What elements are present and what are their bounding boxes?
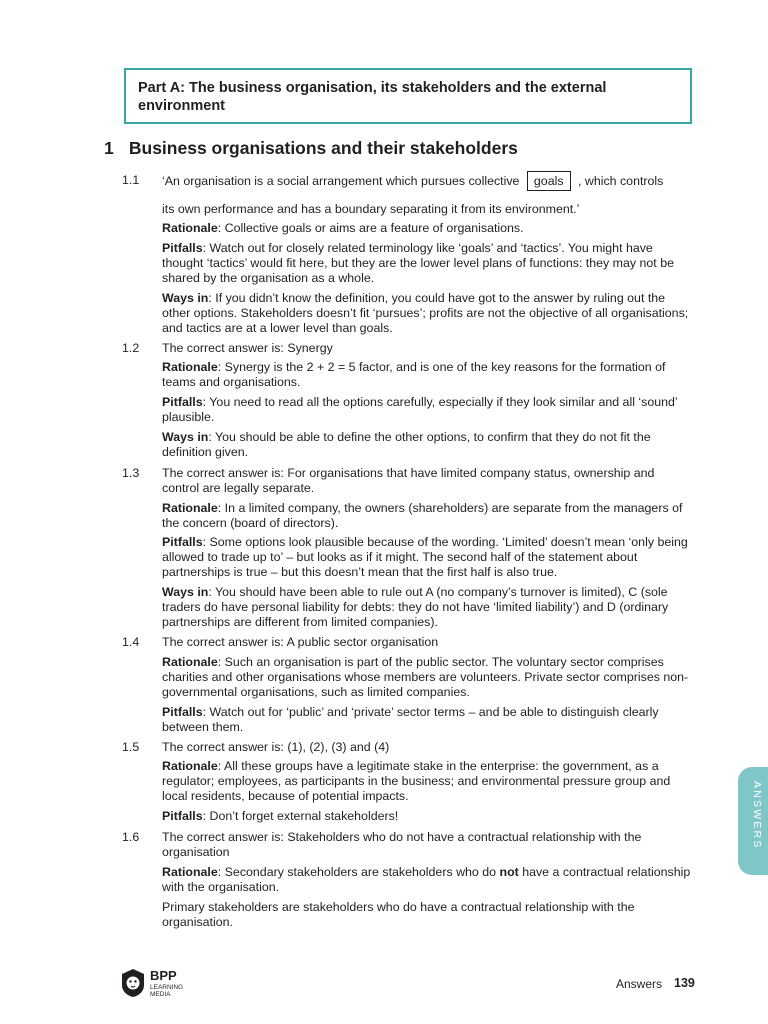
question-stem bbox=[162, 171, 694, 191]
stem-end: , which controls bbox=[577, 174, 664, 188]
correct-answer: The correct answer is: (1), (2), (3) and (4) bbox=[162, 740, 390, 754]
footer-section-label: Answers bbox=[616, 977, 663, 991]
section-heading bbox=[104, 138, 518, 159]
section-number: 1 bbox=[104, 138, 114, 158]
question-stem-continued: its own performance and has a boundary separating it from its environment.’ bbox=[162, 202, 580, 216]
pitfalls-paragraph bbox=[162, 395, 694, 425]
rationale-label: Rationale bbox=[162, 501, 218, 515]
ways-in-paragraph bbox=[162, 585, 694, 630]
logo-name: BPP bbox=[150, 968, 177, 983]
correct-answer: The correct answer is: Stakeholders who do not have a contractual relationship with the organisation bbox=[162, 830, 642, 859]
pitfalls-text: : Watch out for ‘public’ and ‘private’ sector terms – and be able to distinguish clearly between them. bbox=[162, 705, 659, 734]
rationale-text: : In a limited company, the owners (shareholders) are separate from the managers of the concern (board of directors). bbox=[162, 501, 683, 530]
pitfalls-paragraph bbox=[162, 241, 694, 286]
pitfalls-paragraph bbox=[162, 535, 694, 580]
bpp-logo bbox=[120, 968, 200, 1004]
lion-logo-icon bbox=[120, 968, 146, 998]
pitfalls-text: : Some options look plausible because of the wording. ‘Limited’ doesn’t mean ‘only being allowed to trade up to’ – but looks as if it might. The second half of the statement about partnerships is true – but this doesn’t mean that the first half is also true. bbox=[162, 535, 688, 579]
pitfalls-label: Pitfalls bbox=[162, 705, 203, 719]
correct-answer: The correct answer is: A public sector organisation bbox=[162, 635, 439, 649]
rationale-text: : Synergy is the 2 + 2 = 5 factor, and is one of the key reasons for the formation of teams and organisations. bbox=[162, 360, 666, 389]
rationale-paragraph bbox=[162, 360, 694, 390]
pitfalls-text: : Watch out for closely related terminology like ‘goals’ and ‘tactics’. You might have thought ‘tactics’ would fit here, but they are the lower level plans of functions: they may not be shared by the organisation as a whole. bbox=[162, 241, 674, 285]
pitfalls-label: Pitfalls bbox=[162, 535, 203, 549]
ways-in-paragraph bbox=[162, 430, 694, 460]
logo-subtitle-line-1: LEARNING bbox=[150, 984, 184, 991]
primary-stakeholders-note: Primary stakeholders are stakeholders who do have a contractual relationship with the organisation. bbox=[162, 900, 635, 929]
question-number: 1.6 bbox=[122, 830, 140, 844]
pitfalls-label: Pitfalls bbox=[162, 241, 203, 255]
pitfalls-label: Pitfalls bbox=[162, 395, 203, 409]
rationale-paragraph bbox=[162, 865, 694, 895]
pitfalls-text: : You need to read all the options carefully, especially if they look similar and all ‘sound’ plausible. bbox=[162, 395, 678, 424]
pitfalls-text: : Don’t forget external stakeholders! bbox=[202, 809, 399, 823]
rationale-text-end: have a contractual relationship with the organisation. bbox=[162, 865, 691, 894]
answers-tab-label: ANSWERS bbox=[751, 781, 763, 850]
ways-in-text: : You should be able to define the other options, to confirm that they do not fit the definition given. bbox=[162, 430, 651, 459]
ways-in-paragraph bbox=[162, 291, 694, 336]
pitfalls-label: Pitfalls bbox=[162, 809, 203, 823]
part-title: Part A: The business organisation, its stakeholders and the external environment bbox=[138, 80, 607, 114]
logo-subtitle-line-2: MEDIA bbox=[150, 991, 171, 998]
rationale-paragraph bbox=[162, 759, 694, 804]
question-number: 1.1 bbox=[122, 173, 140, 187]
question-number: 1.3 bbox=[122, 466, 140, 480]
rationale-text: : All these groups have a legitimate stake in the enterprise: the government, as a regulator; employees, as participants in the business; and environmental pressure group and local residents, because of potential impacts. bbox=[162, 759, 671, 803]
rationale-label: Rationale bbox=[162, 655, 218, 669]
pitfalls-paragraph bbox=[162, 809, 694, 824]
rationale-paragraph bbox=[162, 221, 694, 236]
question-number: 1.2 bbox=[122, 341, 140, 355]
ways-in-label: Ways in bbox=[162, 585, 209, 599]
pitfalls-paragraph bbox=[162, 705, 694, 735]
rationale-paragraph bbox=[162, 655, 694, 700]
question-number: 1.5 bbox=[122, 740, 140, 754]
section-title: Business organisations and their stakeholders bbox=[128, 138, 518, 158]
ways-in-text: : If you didn’t know the definition, you could have got to the answer by ruling out the other options. Stakeholders doesn’t fit ‘pursues’; profits are not the objective of all organisations; and tactics are at a lower level than goals. bbox=[162, 291, 689, 335]
rationale-label: Rationale bbox=[162, 759, 218, 773]
page-number: 139 bbox=[674, 976, 695, 990]
ways-in-label: Ways in bbox=[162, 430, 209, 444]
correct-answer: The correct answer is: Synergy bbox=[162, 341, 333, 355]
rationale-emphasis: not bbox=[499, 865, 519, 879]
answer-blank-box: goals bbox=[527, 171, 571, 191]
correct-answer: The correct answer is: For organisations that have limited company status, ownership and control are legally separate. bbox=[162, 466, 655, 495]
stem-start: ‘An organisation is a social arrangement which pursues collective bbox=[162, 174, 520, 188]
logo-subtitle bbox=[150, 984, 183, 998]
answers-side-tab bbox=[738, 767, 768, 875]
rationale-label: Rationale bbox=[162, 221, 218, 235]
ways-in-label: Ways in bbox=[162, 291, 209, 305]
rationale-paragraph bbox=[162, 501, 694, 531]
ways-in-text: : You should have been able to rule out A (no company’s turnover is limited), C (sole traders do have personal liability for debts: they do not have ‘limited liability’) and D (ordinary partnerships are different from limited companies). bbox=[162, 585, 669, 629]
rationale-text: : Such an organisation is part of the public sector. The voluntary sector comprises charities and other organisations whose members are volunteers. Private sector comprises non-governmental organisations, such as limited companies. bbox=[162, 655, 689, 699]
question-number: 1.4 bbox=[122, 635, 140, 649]
rationale-text-start: : Secondary stakeholders are stakeholders who do bbox=[217, 865, 500, 879]
part-heading-box bbox=[124, 68, 692, 124]
rationale-text: : Collective goals or aims are a feature of organisations. bbox=[217, 221, 524, 235]
rationale-label: Rationale bbox=[162, 360, 218, 374]
rationale-label: Rationale bbox=[162, 865, 218, 879]
